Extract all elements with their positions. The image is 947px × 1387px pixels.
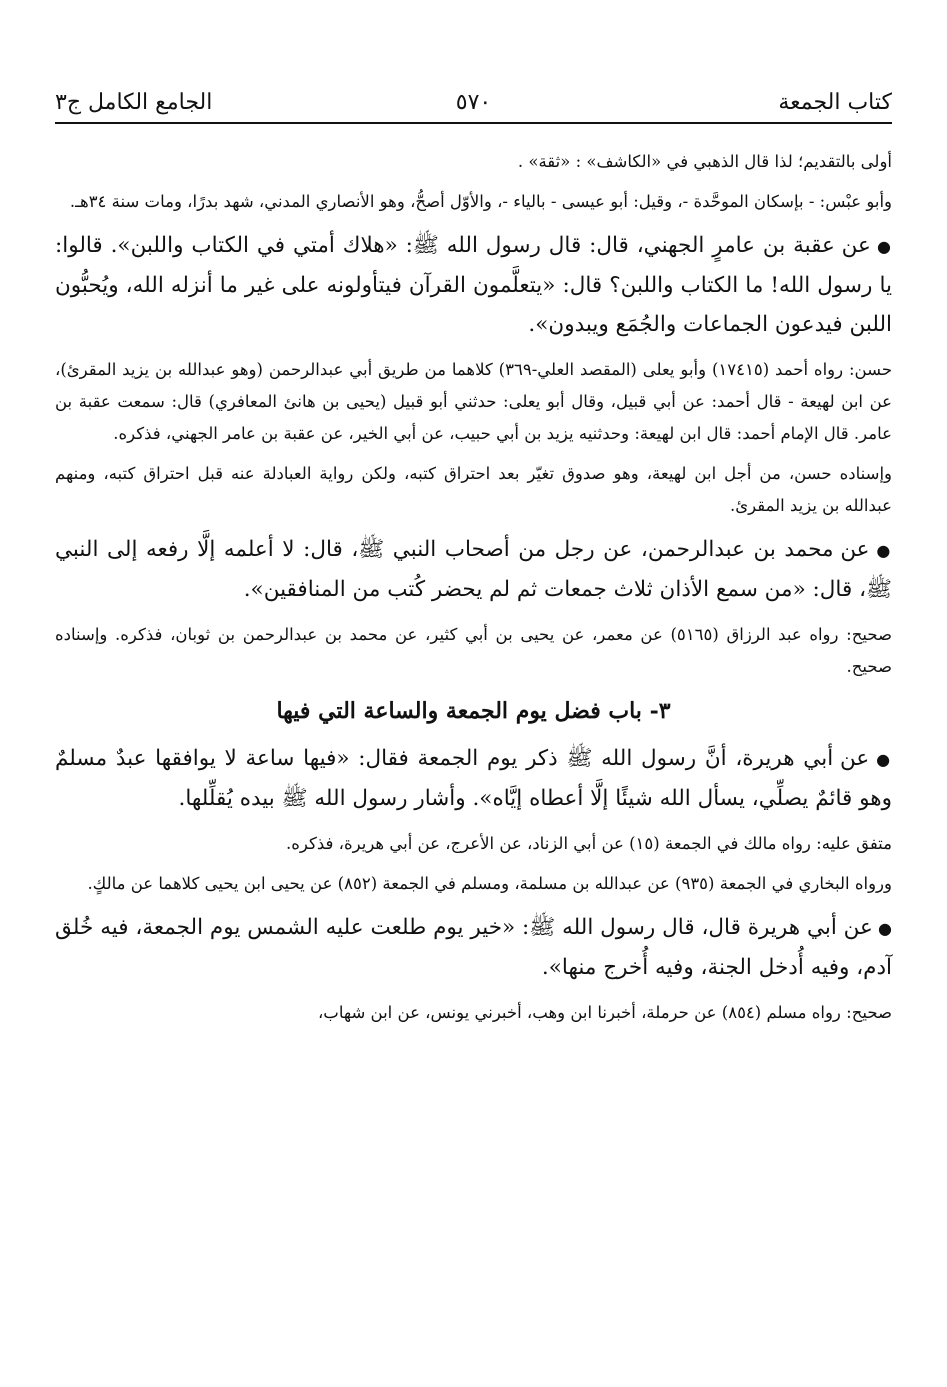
paragraph-text: وأبو عبْس: - بإسكان الموحَّدة -، وقيل: أبو عيسى - بالياء -، والأوّل أصحُّ، وهو الأنصاري المدني، شهد بدرًا، ومات سنة ٣٤هـ. (69, 192, 892, 211)
paragraph-text: ٣- باب فضل يوم الجمعة والساعة التي فيها (276, 698, 671, 724)
hadith-text (55, 226, 892, 344)
paragraph-text: عن عقبة بن عامرٍ الجهني، قال: قال رسول الله ﷺ: «هلاك أمتي في الكتاب واللبن». قالوا: يا رسول الله! ما الكتاب واللبن؟ قال: «يتعلَّمون القرآن فيتأولونه على غير ما أنزله الله، ويُحبُّون اللبن فيدعون الجماعات والجُمَع ويبدون». (55, 233, 892, 337)
paragraph-text: ورواه البخاري في الجمعة (٩٣٥) عن عبدالله بن مسلمة، ومسلم في الجمعة (٨٥٢) عن يحيى ابن يحيى كلاهما عن مالكٍ. (87, 874, 892, 893)
hadith-text (55, 908, 892, 987)
paragraph-text: أولى بالتقديم؛ لذا قال الذهبي في «الكاشف» : «ثقة» . (517, 152, 892, 171)
commentary-text (55, 997, 892, 1029)
commentary-text (55, 828, 892, 860)
book-title: الجامع الكامل ج٣ (55, 90, 213, 115)
page-header (55, 84, 892, 124)
paragraph-text: عن محمد بن عبدالرحمن، عن رجل من أصحاب النبي ﷺ، قال: لا أعلمه إلَّا رفعه إلى النبي ﷺ، قال: «من سمع الأذان ثلاث جمعات ثم لم يحضر كُتب من المنافقين». (55, 537, 892, 602)
chapter-title: كتاب الجمعة (778, 90, 892, 115)
commentary-text (55, 146, 892, 178)
hadith-text (55, 530, 892, 609)
page-content (55, 146, 892, 1037)
bullet-icon: ● (870, 237, 893, 256)
section-heading (55, 691, 892, 731)
commentary-text (55, 354, 892, 450)
paragraph-text: صحيح: رواه مسلم (٨٥٤) عن حرملة، أخبرنا ابن وهب، أخبرني يونس، عن ابن شهاب، (317, 1003, 892, 1022)
paragraph-text: عن أبي هريرة قال، قال رسول الله ﷺ: «خير يوم طلعت عليه الشمس يوم الجمعة، فيه خُلق آدم، وفيه أُدخل الجنة، وفيه أُخرج منها». (55, 915, 892, 980)
bullet-icon: ● (869, 750, 893, 769)
paragraph-text: صحيح: رواه عبد الرزاق (٥١٦٥) عن معمر، عن يحيى بن أبي كثير، عن محمد بن عبدالرحمن بن ثوبان، فذكره. وإسناده صحيح. (55, 625, 892, 676)
hadith-text (55, 739, 892, 818)
commentary-text (55, 458, 892, 522)
commentary-text (55, 186, 892, 218)
commentary-text (55, 868, 892, 900)
paragraph-text: حسن: رواه أحمد (١٧٤١٥) وأبو يعلى (المقصد العلي-٣٦٩) كلاهما من طريق أبي عبدالرحمن (وهو عبدالله بن يزيد المقرئ)، عن ابن لهيعة - قال أحمد: عن أبي قبيل، وقال أبو يعلى: حدثني أبو قبيل (يحيى بن هانئ المعافري) قال: سمعت عقبة بن عامر. قال الإمام أحمد: قال ابن لهيعة: وحدثنيه يزيد بن أبي حبيب، عن أبي الخير، عن عقبة بن عامر الجهني، فذكره. (55, 360, 893, 443)
page-number: ٥٧٠ (455, 90, 492, 115)
bullet-icon: ● (869, 541, 892, 560)
commentary-text (55, 619, 892, 683)
bullet-icon: ● (872, 919, 893, 938)
paragraph-text: عن أبي هريرة، أنَّ رسول الله ﷺ ذكر يوم الجمعة فقال: «فيها ساعة لا يوافقها عبدٌ مسلمٌ وهو قائمٌ يصلِّي، يسأل الله شيئًا إلَّا أعطاه إيَّاه». وأشار رسول الله ﷺ بيده يُقلِّلها. (55, 746, 892, 811)
paragraph-text: متفق عليه: رواه مالك في الجمعة (١٥) عن أبي الزناد، عن الأعرج، عن أبي هريرة، فذكره. (286, 834, 892, 853)
paragraph-text: وإسناده حسن، من أجل ابن لهيعة، وهو صدوق تغيّر بعد احتراق كتبه، ولكن رواية العبادلة عنه قبل احتراق كتبه، ومنهم عبدالله بن يزيد المقرئ. (55, 464, 892, 515)
